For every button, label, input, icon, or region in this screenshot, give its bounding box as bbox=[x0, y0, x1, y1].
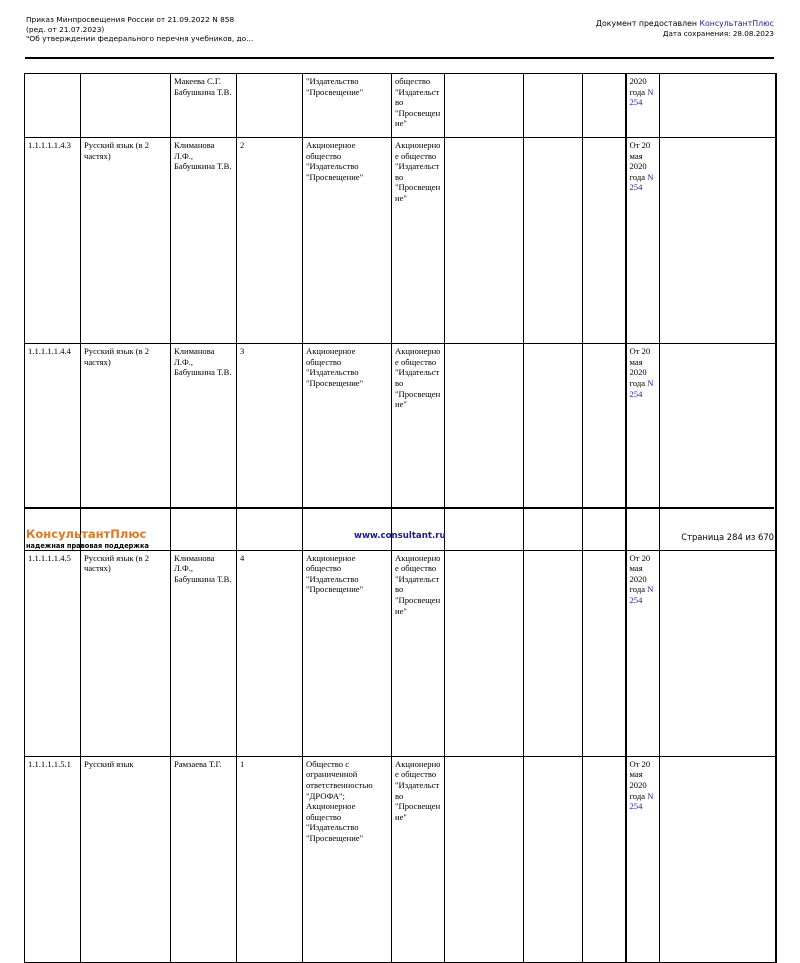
cell-empty-11 bbox=[660, 138, 776, 344]
cell-text: От 20 мая 2020 года bbox=[629, 140, 651, 182]
cell-empty-9 bbox=[583, 756, 626, 962]
cell-text: Климанова Л.Ф., Бабушкина Т.В. bbox=[174, 346, 232, 378]
cell-publisher bbox=[303, 138, 392, 344]
provided-by-prefix: Документ предоставлен bbox=[595, 19, 700, 28]
page-number: Страница 284 из 670 bbox=[681, 532, 774, 542]
save-date: Дата сохранения: 28.08.2023 bbox=[662, 29, 774, 38]
header-divider bbox=[25, 57, 774, 59]
cell-text: "Издательство "Просвещение" bbox=[306, 76, 364, 97]
cell-empty-11 bbox=[660, 74, 776, 138]
textbook-list-table bbox=[24, 73, 776, 963]
cell-text: Акционерное общество "Издательство "Просвещение" bbox=[395, 140, 441, 203]
cell-text: Акционерное общество "Издательство "Просвещение" bbox=[306, 346, 364, 389]
cell-publisher bbox=[303, 550, 392, 756]
order-link[interactable]: N 254 bbox=[629, 378, 654, 399]
cell-empty-9 bbox=[583, 74, 626, 138]
document-header-source bbox=[596, 19, 774, 39]
cell-text: Акционерное общество "Издательство "Просвещение" bbox=[306, 140, 364, 182]
order-link[interactable]: N 254 bbox=[629, 86, 654, 108]
cell-publisher bbox=[303, 74, 392, 138]
cell-empty-8 bbox=[524, 138, 583, 344]
cell-text: Русский язык (в 2 частях) bbox=[84, 552, 150, 574]
cell-code bbox=[25, 550, 81, 756]
cell-empty-7 bbox=[445, 344, 524, 550]
doc-title-line-2: (ред. от 21.07.2023) bbox=[26, 24, 105, 34]
document-header-title bbox=[26, 15, 253, 44]
table-row bbox=[25, 74, 776, 138]
cell-code bbox=[25, 344, 81, 550]
cell-text: общество "Издательство "Просвещение" bbox=[395, 76, 441, 129]
cell-text: От 20 мая 2020 года bbox=[629, 758, 651, 801]
cell-title bbox=[81, 74, 171, 138]
footer-brand-logo: КонсультантПлюс bbox=[26, 527, 147, 541]
provided-by bbox=[596, 19, 774, 29]
cell-publisher bbox=[303, 344, 392, 550]
cell-text: 1.1.1.1.1.4.5 bbox=[28, 552, 71, 563]
cell-title bbox=[81, 550, 171, 756]
cell-rights-holder bbox=[392, 550, 445, 756]
cell-empty-8 bbox=[524, 344, 583, 550]
cell-authors bbox=[171, 138, 237, 344]
cell-text: От 20 мая 2020 года bbox=[629, 346, 651, 389]
order-link[interactable]: N 254 bbox=[629, 584, 654, 605]
cell-empty-8 bbox=[524, 756, 583, 962]
cell-authors bbox=[171, 74, 237, 138]
cell-rights-holder bbox=[392, 344, 445, 550]
table-row bbox=[25, 138, 776, 344]
cell-title bbox=[81, 344, 171, 550]
cell-text: Рамзаева Т.Г. bbox=[174, 758, 222, 769]
cell-empty-11 bbox=[660, 344, 776, 550]
footer-website-link[interactable]: www.consultant.ru bbox=[354, 531, 446, 541]
consultant-brand-link[interactable]: КонсультантПлюс bbox=[699, 19, 774, 28]
cell-title bbox=[81, 756, 171, 962]
cell-empty-8 bbox=[524, 550, 583, 756]
cell-grade bbox=[237, 756, 303, 962]
cell-text: Акционерное общество "Издательство "Просвещение" bbox=[395, 552, 441, 616]
cell-order bbox=[626, 138, 660, 344]
cell-empty-8 bbox=[524, 74, 583, 138]
cell-empty-11 bbox=[660, 550, 776, 756]
footer-tagline: надежная правовая поддержка bbox=[26, 542, 149, 550]
table-row bbox=[25, 344, 776, 550]
doc-title-line-1: Приказ Минпросвещения России от 21.09.2022 N 858 bbox=[26, 15, 235, 24]
cell-text: Акционерное общество "Издательство "Просвещение" bbox=[306, 552, 364, 595]
cell-text: Акционерное общество "Издательство "Просвещение" bbox=[395, 758, 441, 822]
order-link[interactable]: N 254 bbox=[629, 171, 654, 193]
cell-text: Общество с ограниченной ответственностью "ДРОФА"; Акционерное общество "Издательство "Просвещение" bbox=[306, 758, 373, 843]
cell-text: Русский язык (в 2 частях) bbox=[84, 140, 150, 161]
cell-text: 1.1.1.1.1.5.1 bbox=[28, 758, 71, 769]
cell-text: Русский язык bbox=[84, 758, 134, 769]
cell-authors bbox=[171, 756, 237, 962]
cell-empty-11 bbox=[660, 756, 776, 962]
cell-order bbox=[626, 344, 660, 550]
cell-text: 1 bbox=[240, 758, 245, 769]
cell-authors bbox=[171, 344, 237, 550]
cell-text: От 20 мая 2020 года bbox=[629, 552, 651, 595]
cell-empty-7 bbox=[445, 74, 524, 138]
cell-order bbox=[626, 74, 660, 138]
footer-divider bbox=[25, 507, 774, 509]
order-link[interactable]: N 254 bbox=[629, 790, 654, 812]
cell-code bbox=[25, 138, 81, 344]
doc-title-line-3: "Об утверждении федерального перечня учебников, до... bbox=[26, 34, 254, 43]
cell-empty-9 bbox=[583, 138, 626, 344]
cell-code bbox=[25, 74, 81, 138]
cell-title bbox=[81, 138, 171, 344]
cell-text: 1.1.1.1.1.4.4 bbox=[28, 346, 71, 357]
cell-empty-7 bbox=[445, 756, 524, 962]
cell-text: Макеева С.Г. Бабушкина Т.В. bbox=[174, 76, 232, 97]
cell-empty-7 bbox=[445, 550, 524, 756]
cell-grade bbox=[237, 550, 303, 756]
table-row bbox=[25, 756, 776, 962]
cell-text: Русский язык (в 2 частях) bbox=[84, 346, 150, 367]
cell-order bbox=[626, 550, 660, 756]
cell-empty-9 bbox=[583, 550, 626, 756]
cell-authors bbox=[171, 550, 237, 756]
cell-empty-9 bbox=[583, 344, 626, 550]
cell-empty-7 bbox=[445, 138, 524, 344]
cell-code bbox=[25, 756, 81, 962]
table-row bbox=[25, 550, 776, 756]
cell-text: 1.1.1.1.1.4.3 bbox=[28, 140, 71, 150]
cell-text: 2020 года bbox=[629, 76, 648, 97]
cell-text: Климанова Л.Ф., Бабушкина Т.В. bbox=[174, 140, 232, 172]
cell-publisher bbox=[303, 756, 392, 962]
cell-text: 2 bbox=[240, 140, 245, 150]
cell-grade bbox=[237, 74, 303, 138]
cell-rights-holder bbox=[392, 74, 445, 138]
cell-grade bbox=[237, 344, 303, 550]
cell-text: 4 bbox=[240, 552, 245, 563]
cell-text: Климанова Л.Ф., Бабушкина Т.В. bbox=[174, 552, 232, 584]
cell-text: 3 bbox=[240, 346, 245, 357]
cell-rights-holder bbox=[392, 138, 445, 344]
cell-grade bbox=[237, 138, 303, 344]
cell-order bbox=[626, 756, 660, 962]
cell-text: Акционерное общество "Издательство "Просвещение" bbox=[395, 346, 441, 410]
cell-rights-holder bbox=[392, 756, 445, 962]
